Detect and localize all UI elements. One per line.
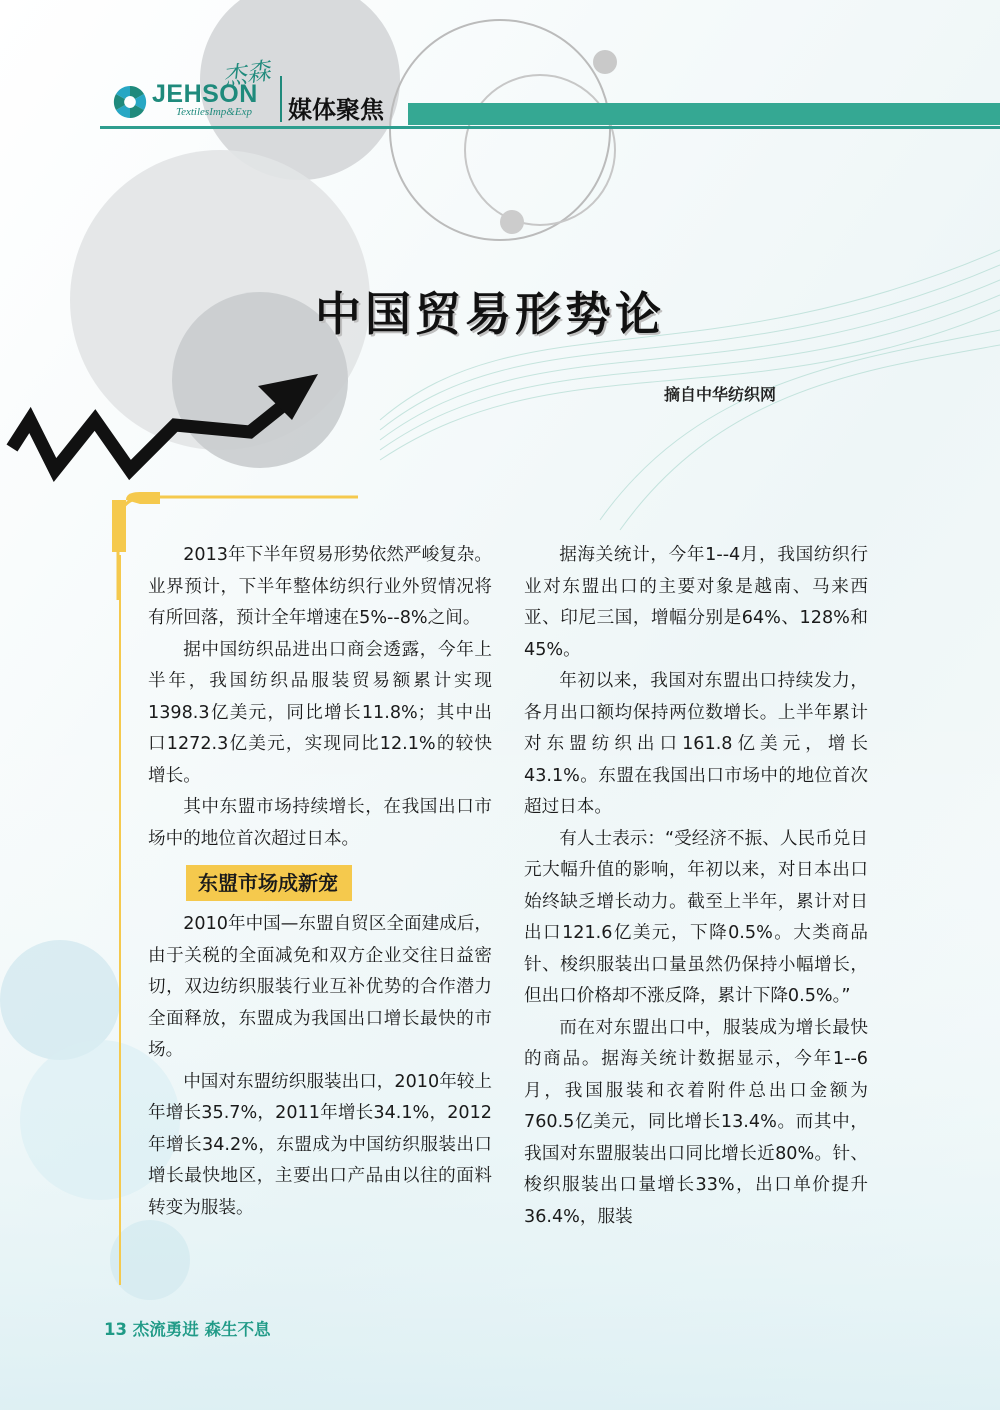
article-source: 摘自中华纺织网 bbox=[664, 385, 777, 404]
paragraph: 有人士表示：“受经济不振、人民币兑日元大幅升值的影响，年初以来，对日本出口始终缺乏增长动力。截至上半年，累计对日出口121.6亿美元，下降0.5%。大类商品针、梭织服装出口量虽然仍保持小幅增长，但出口价格却不涨反降，累计下降0.5%。” bbox=[524, 828, 868, 1006]
paragraph: 据海关统计，今年1--4月，我国纺织行业对东盟出口的主要对象是越南、马来西亚、印尼三国，增幅分别是64%、128%和45%。 bbox=[524, 545, 868, 660]
paragraph: 而在对东盟出口中，服装成为增长最快的商品。据海关统计数据显示，今年1--6月，我国服装和衣着附件总出口金额为760.5亿美元，同比增长13.4%。而其中，我国对东盟服装出口同比增长近80%。针、梭织服装出口量增长33%，出口单价提升36.4%，服装 bbox=[524, 1017, 868, 1227]
footer-slogan: 杰流勇进 森生不息 bbox=[132, 1320, 271, 1339]
brand-subtitle: TextilesImp&Exp bbox=[176, 106, 252, 118]
page-number: 13 bbox=[104, 1320, 127, 1339]
paragraph: 年初以来，我国对东盟出口持续发力，各月出口额均保持两位数增长。上半年累计对东盟纺织出口161.8亿美元，增长43.1%。东盟在我国出口市场中的地位首次超过日本。 bbox=[524, 671, 868, 817]
right-column bbox=[524, 540, 868, 1233]
header-divider bbox=[280, 76, 282, 122]
paragraph: 其中东盟市场持续增长，在我国出口市场中的地位首次超过日本。 bbox=[148, 797, 492, 849]
section-label: 媒体聚焦 bbox=[288, 96, 384, 124]
paragraph: 中国对东盟纺织服装出口，2010年较上年增长35.7%，2011年增长34.1%，2012年增长34.2%，东盟成为中国纺织服装出口增长最快地区，主要出口产品由以往的面料转变为服装。 bbox=[148, 1071, 492, 1218]
paragraph: 据中国纺织品进出口商会透露，今年上半年，我国纺织品服装贸易额累计实现1398.3亿美元，同比增长11.8%；其中出口1272.3亿美元，实现同比12.1%的较快增长。 bbox=[148, 639, 492, 786]
page-footer bbox=[104, 1316, 270, 1340]
header-green-band bbox=[408, 103, 1000, 125]
paragraph: 2013年下半年贸易形势依然严峻复杂。业界预计，下半年整体纺织行业外贸情况将有所回落，预计全年增速在5%--8%之间。 bbox=[148, 545, 492, 628]
paragraph: 2010年中国—东盟自贸区全面建成后，由于关税的全面减免和双方企业交往日益密切，双边纺织服装行业互补优势的合作潜力全面释放，东盟成为我国出口增长最快的市场。 bbox=[148, 914, 492, 1060]
brand-chinese: 杰森 bbox=[220, 56, 273, 92]
article-title: 中国贸易形势论 bbox=[315, 287, 665, 341]
subheading: 东盟市场成新宠 bbox=[186, 865, 352, 901]
brand-name: JEHSON bbox=[152, 80, 258, 108]
left-column bbox=[148, 540, 492, 1224]
